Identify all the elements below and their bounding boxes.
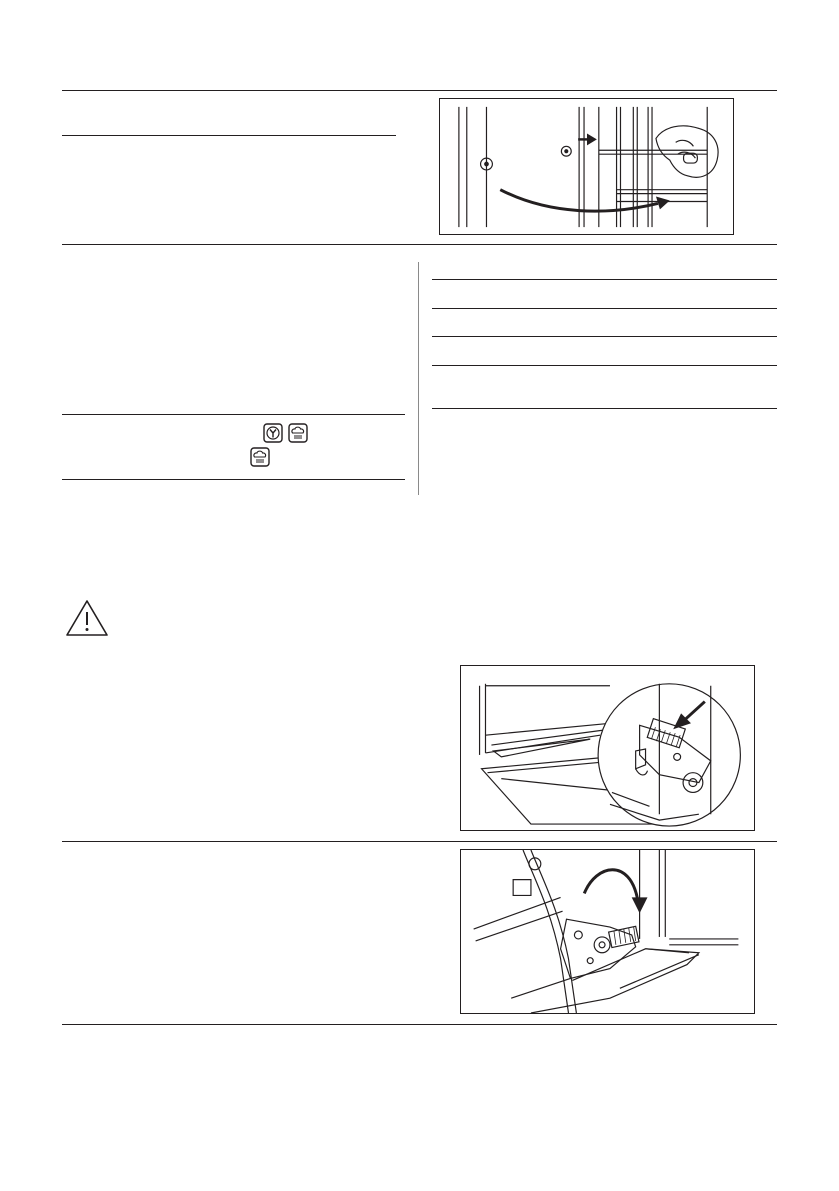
left-table-rule-2 xyxy=(62,479,405,480)
hinge-lever-fold-illustration xyxy=(460,849,755,1014)
shelf-support-removal-illustration xyxy=(439,98,734,235)
steam-cloud-function-icon xyxy=(288,423,308,443)
warning-icon xyxy=(64,598,110,638)
right-table-rule-5 xyxy=(432,408,777,409)
section-rule-3 xyxy=(62,841,777,842)
top-subheading-rule xyxy=(62,135,396,136)
right-table-rule-1 xyxy=(432,279,777,280)
fan-function-icon xyxy=(263,423,283,443)
column-divider xyxy=(418,262,419,495)
right-table-rule-2 xyxy=(432,308,777,309)
door-hinge-lever-illustration xyxy=(460,665,755,831)
left-table-rule-1 xyxy=(62,414,405,415)
top-section-rule xyxy=(62,90,777,91)
section-rule-2 xyxy=(62,244,777,245)
right-table-rule-3 xyxy=(432,336,777,337)
right-table-rule-4 xyxy=(432,365,777,366)
bottom-rule xyxy=(62,1024,777,1025)
steam-cloud-function-icon xyxy=(250,447,270,467)
